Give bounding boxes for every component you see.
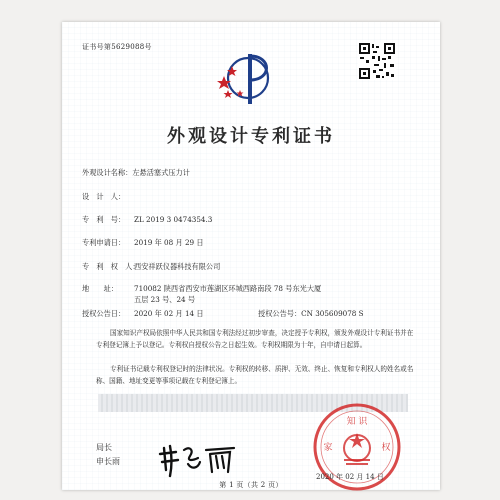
field-label: 专 利 权 人： bbox=[82, 262, 140, 271]
field-label: 授权公告日： bbox=[82, 309, 126, 318]
cnipa-logo-icon bbox=[214, 46, 284, 106]
certificate-page bbox=[62, 22, 440, 490]
field-patent-number bbox=[82, 215, 212, 225]
field-label: 外观设计名称： bbox=[82, 168, 133, 177]
field-label: 地 址： bbox=[82, 284, 118, 293]
seal-date: 2020 年 02 月 14 日 bbox=[316, 473, 384, 481]
field-patentee bbox=[82, 262, 220, 272]
body-paragraph: 专利证书记载专利权登记时的法律状况。专利权的转移、质押、无效、终止、恢复和专利权人的姓名或名称、国籍、地址变更等事项记载在专利登记簿上。 bbox=[96, 365, 414, 385]
certificate-number: 证书号第5629088号 bbox=[82, 43, 152, 51]
svg-text:家: 家 bbox=[323, 443, 333, 453]
field-filing-date bbox=[82, 238, 204, 248]
field-value: 西安祥跃仪器科技有限公司 bbox=[134, 262, 221, 271]
field-address-line2: 五层 23 号、24 号 bbox=[134, 295, 196, 304]
field-label: 设 计 人： bbox=[82, 192, 126, 201]
signature-subtitle: 申长雨 bbox=[96, 457, 120, 466]
signature-title: 局长 bbox=[96, 443, 112, 452]
field-grant-date bbox=[82, 309, 204, 319]
field-design-name bbox=[82, 168, 190, 178]
field-address bbox=[82, 284, 321, 294]
field-value: 710082 陕西省西安市莲湖区环城西路南段 78 号东光大厦 bbox=[134, 284, 322, 293]
field-value: ZL 2019 3 0474354.3 bbox=[134, 215, 213, 224]
field-label: 专 利 号： bbox=[82, 215, 126, 224]
page-footer: 第 1 页（共 2 页） bbox=[219, 481, 283, 489]
svg-text:权: 权 bbox=[381, 443, 391, 453]
field-grant-number bbox=[258, 309, 364, 319]
field-value: CN 305609078 S bbox=[301, 309, 364, 318]
field-label: 授权公告号： bbox=[258, 309, 302, 318]
body-paragraph: 国家知识产权局依照中华人民共和国专利法经过初步审查，决定授予专利权，颁发外观设计专利证书并在专利登记簿上予以登记。专利权自授权公告之日起生效。专利权期限为十年，自申请日起算。 bbox=[96, 329, 414, 349]
field-value: 2020 年 02 月 14 日 bbox=[134, 309, 204, 318]
qr-code-icon bbox=[358, 42, 396, 80]
certificate-title: 外观设计专利证书 bbox=[167, 126, 335, 147]
field-value: 2019 年 08 月 29 日 bbox=[134, 238, 204, 247]
handwritten-signature bbox=[154, 440, 240, 480]
field-value: 左悬活塞式压力计 bbox=[132, 168, 190, 177]
field-label: 专利申请日： bbox=[82, 238, 126, 247]
svg-text:知 识: 知 识 bbox=[346, 417, 368, 427]
field-designer bbox=[82, 192, 125, 202]
